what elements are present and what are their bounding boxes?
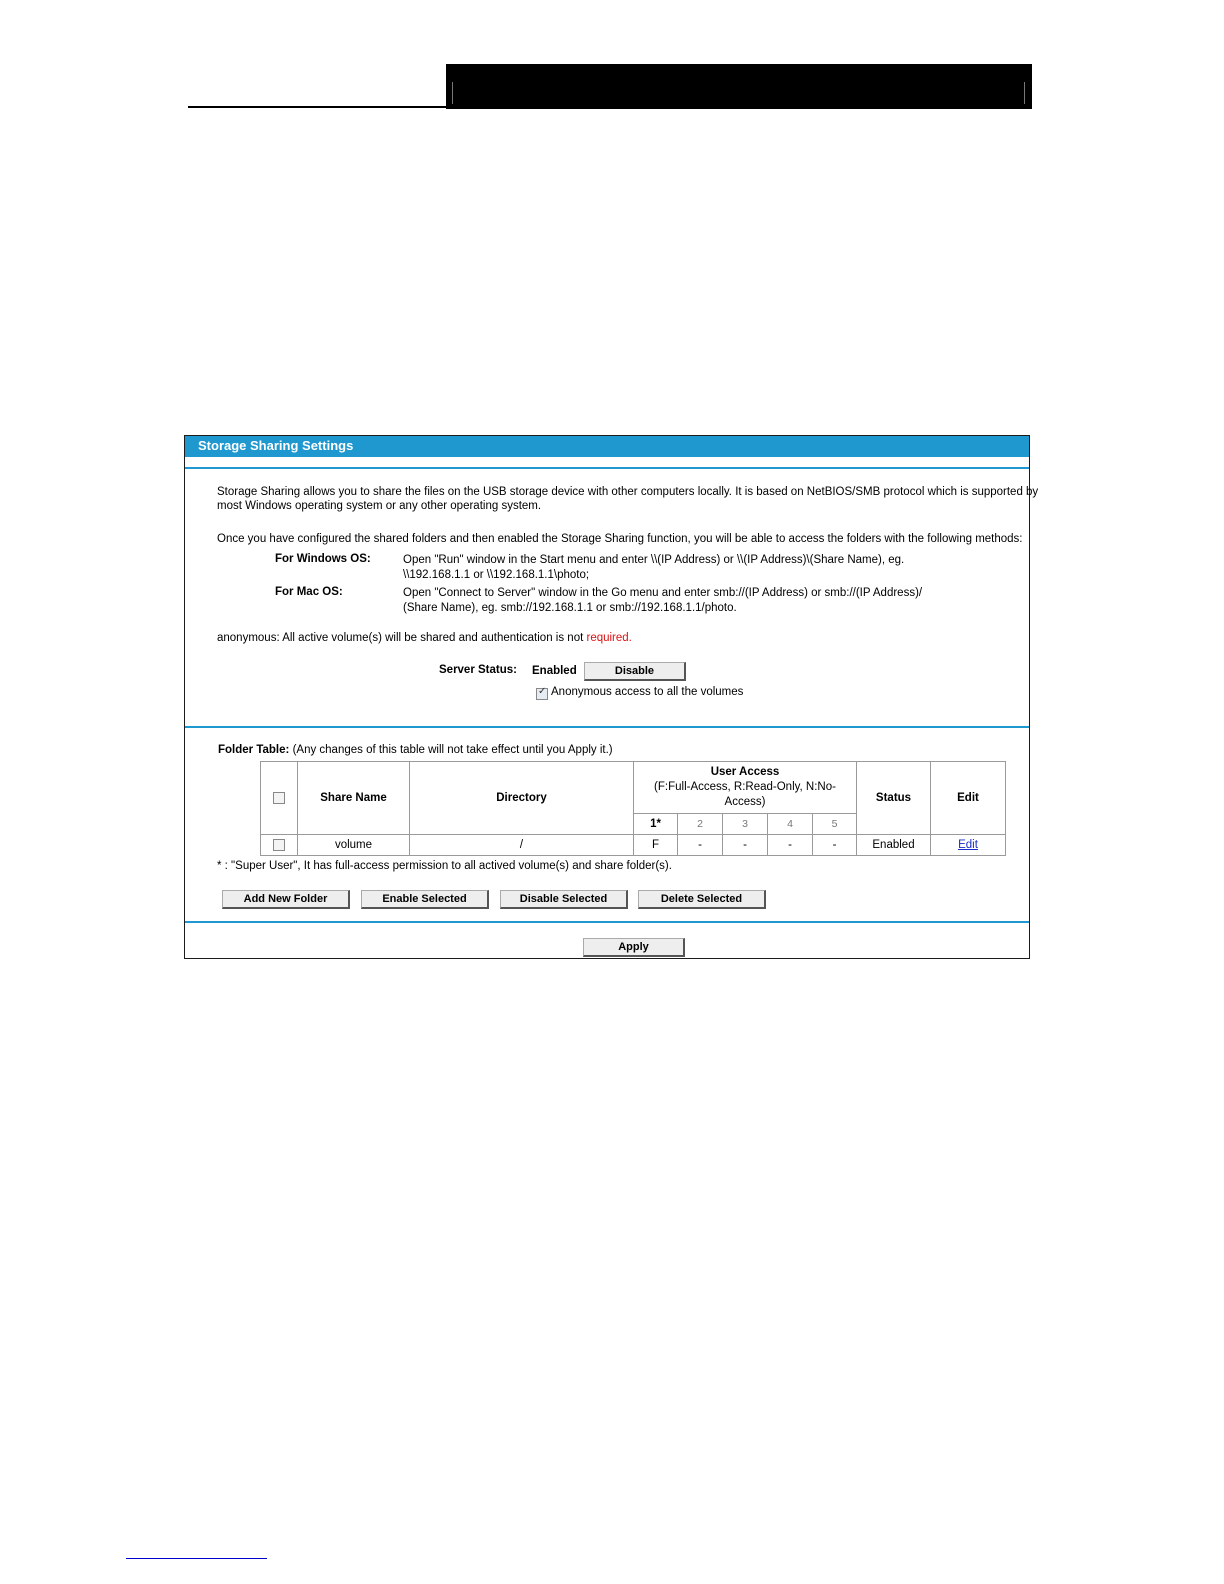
table-row [261,835,1006,856]
row-share-name: volume [298,835,410,856]
add-new-folder-button[interactable]: Add New Folder [222,890,350,909]
separator [185,467,1029,469]
header-bar [446,64,1032,109]
header-user-access-title: User Access [710,766,780,778]
row-access: - [768,835,813,856]
header-user-access-legend-1: (F:Full-Access, R:Read-Only, N:No- [654,781,836,793]
user-column-header: 3 [723,814,768,835]
row-access: - [678,835,723,856]
storage-sharing-panel [184,435,1039,959]
windows-os-label: For Windows OS: [275,553,371,565]
intro-line-3: Once you have configured the shared folders and then enabled the Storage Sharing function, you will be able to access the folders with the following methods: [217,533,1023,545]
anonymous-note [217,631,632,646]
row-select-cell [261,835,298,856]
folder-table-note: (Any changes of this table will not take effect until you Apply it.) [292,744,613,756]
apply-button[interactable]: Apply [583,938,685,957]
user-column-header: 2 [678,814,723,835]
anonymous-note-highlight: required. [586,632,632,644]
row-status: Enabled [857,835,931,856]
intro-line-1: Storage Sharing allows you to share the files on the USB storage device with other computers locally. It is based on NetBIOS/SMB protocol which is supported by [217,486,1039,498]
mac-os-line-2: (Share Name), eg. smb://192.168.1.1 or smb://192.168.1.1/photo. [403,602,737,614]
row-directory: / [410,835,634,856]
mac-os-label: For Mac OS: [275,586,343,598]
separator [185,726,1029,728]
delete-selected-button[interactable]: Delete Selected [638,890,766,909]
header-edit: Edit [931,762,1006,835]
anonymous-access-checkbox[interactable] [536,688,548,700]
enable-selected-button[interactable]: Enable Selected [361,890,489,909]
row-access: - [723,835,768,856]
windows-os-line-1: Open "Run" window in the Start menu and enter \\(IP Address) or \\(IP Address)\(Share Name), eg. [403,554,905,566]
select-all-cell [261,762,298,835]
panel-title: Storage Sharing Settings [185,436,1029,457]
header-rule [188,106,450,108]
header-share-name: Share Name [298,762,410,835]
user-column-header: 4 [768,814,813,835]
server-status-value: Enabled [532,665,577,677]
row-edit-cell [931,835,1006,856]
super-user-footnote: * : "Super User", It has full-access permission to all actived volume(s) and share folder(s). [217,860,672,872]
user-column-header: 5 [813,814,857,835]
row-access: - [813,835,857,856]
row-edit-link[interactable]: Edit [958,839,978,851]
header-status: Status [857,762,931,835]
user-column-header: 1* [634,814,678,835]
row-access: F [634,835,678,856]
windows-os-line-2: \\192.168.1.1 or \\192.168.1.1\photo; [403,569,590,581]
mac-os-line-1: Open "Connect to Server" window in the Go menu and enter smb://(IP Address) or smb://(IP Address)/ [403,587,923,599]
header-user-access [634,762,857,814]
server-status-label: Server Status: [439,664,517,676]
anonymous-access-label: Anonymous access to all the volumes [551,686,744,698]
folder-table-caption [218,743,613,758]
folder-table-label: Folder Table: [218,744,290,756]
row-select-checkbox[interactable] [273,839,285,851]
separator [185,921,1029,923]
header-user-access-legend-2: Access) [724,796,766,808]
header-directory: Directory [410,762,634,835]
disable-server-button[interactable]: Disable [584,662,686,681]
intro-line-2: most Windows operating system or any other operating system. [217,500,542,512]
folder-table [260,761,1006,856]
footer-link-underline [126,1558,267,1559]
anonymous-note-text: anonymous: All active volume(s) will be shared and authentication is not [217,632,587,644]
select-all-checkbox[interactable] [273,792,285,804]
disable-selected-button[interactable]: Disable Selected [500,890,628,909]
